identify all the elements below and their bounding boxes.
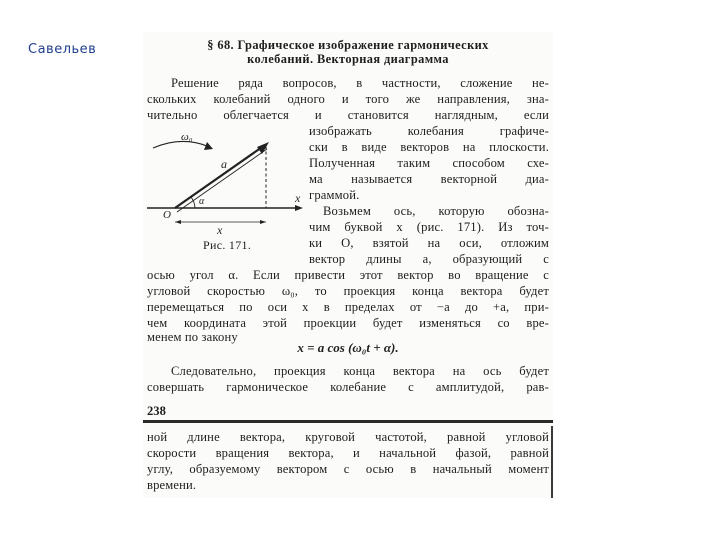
text-line: вектор длины a, образующий с (309, 252, 549, 266)
text-line: перемещаться по оси x в пределах от −a до +a, при- (147, 300, 549, 314)
rotation-arc (153, 141, 207, 148)
text-line: скольких колебаний одного и того же направления, зна- (147, 92, 549, 106)
formula: x = a cos (ω₀t + α). (297, 340, 399, 355)
page-edge (551, 426, 553, 498)
section-title: § 68. Графическое изображение гармонических (207, 38, 489, 52)
textbook-page-scan (143, 32, 553, 498)
projection-label: x (217, 223, 223, 237)
text-line: ма называется векторной диа- (309, 172, 549, 186)
text-line: времени. (147, 478, 197, 492)
text-line: осью угол α. Если привести этот вектор во вращение с (147, 268, 549, 282)
text-line: граммой. (309, 188, 360, 202)
text-line: угловой скоростью ω₀, то проекция конца вектора будет (147, 284, 549, 298)
x-axis-arrowhead (295, 205, 303, 211)
text-line: скорости вращения вектора, и начальной фазой, равной (147, 446, 549, 460)
dimension-arrow-right (260, 220, 266, 224)
section-subtitle: колебаний. Векторная диаграмма (247, 52, 449, 66)
text-line: ки O, взятой на оси, отложим (309, 236, 549, 250)
text-line: совершать гармоническое колебание с амплитудой, рав- (147, 380, 549, 394)
text-line: Полученная таким способом схе- (309, 156, 549, 170)
figure-caption: Рис. 171. (203, 238, 252, 252)
vector-arrowhead (257, 142, 269, 154)
text-line: Следовательно, проекция конца вектора на ось будет (171, 364, 549, 378)
text-line: углу, образуемому вектором с осью в начальный момент (147, 462, 549, 476)
text-line: Решение ряда вопросов, в частности, сложение не- (171, 76, 549, 90)
origin-label: O (163, 209, 171, 221)
vector-diagram-figure (145, 132, 305, 248)
author-label: Савельев (28, 42, 97, 57)
text-line: ной длине вектора, круговой частотой, равной угловой (147, 430, 549, 444)
page-divider (143, 420, 553, 423)
text-line: менем по закону (147, 330, 238, 344)
text-line: чительно облегчается и становится наглядным, если (147, 108, 549, 122)
text-line: чим буквой x (рис. 171). Из точ- (309, 220, 549, 234)
text-line: ски в виде векторов на плоскости. (309, 140, 549, 154)
text-line: Возьмем ось, которую обозна- (323, 204, 549, 218)
text-line: чем координата этой проекции будет изменяться со вре- (147, 316, 549, 330)
angle-arc (191, 197, 195, 208)
page-number: 238 (147, 404, 166, 418)
omega-label: ω₀ (181, 132, 193, 143)
axis-label: x (295, 191, 301, 205)
angle-label: α (199, 196, 205, 207)
vector-a (175, 145, 265, 208)
text-line: изображать колебания графиче- (309, 124, 549, 138)
vector-label: a (221, 157, 227, 171)
dimension-arrow-left (175, 220, 181, 224)
